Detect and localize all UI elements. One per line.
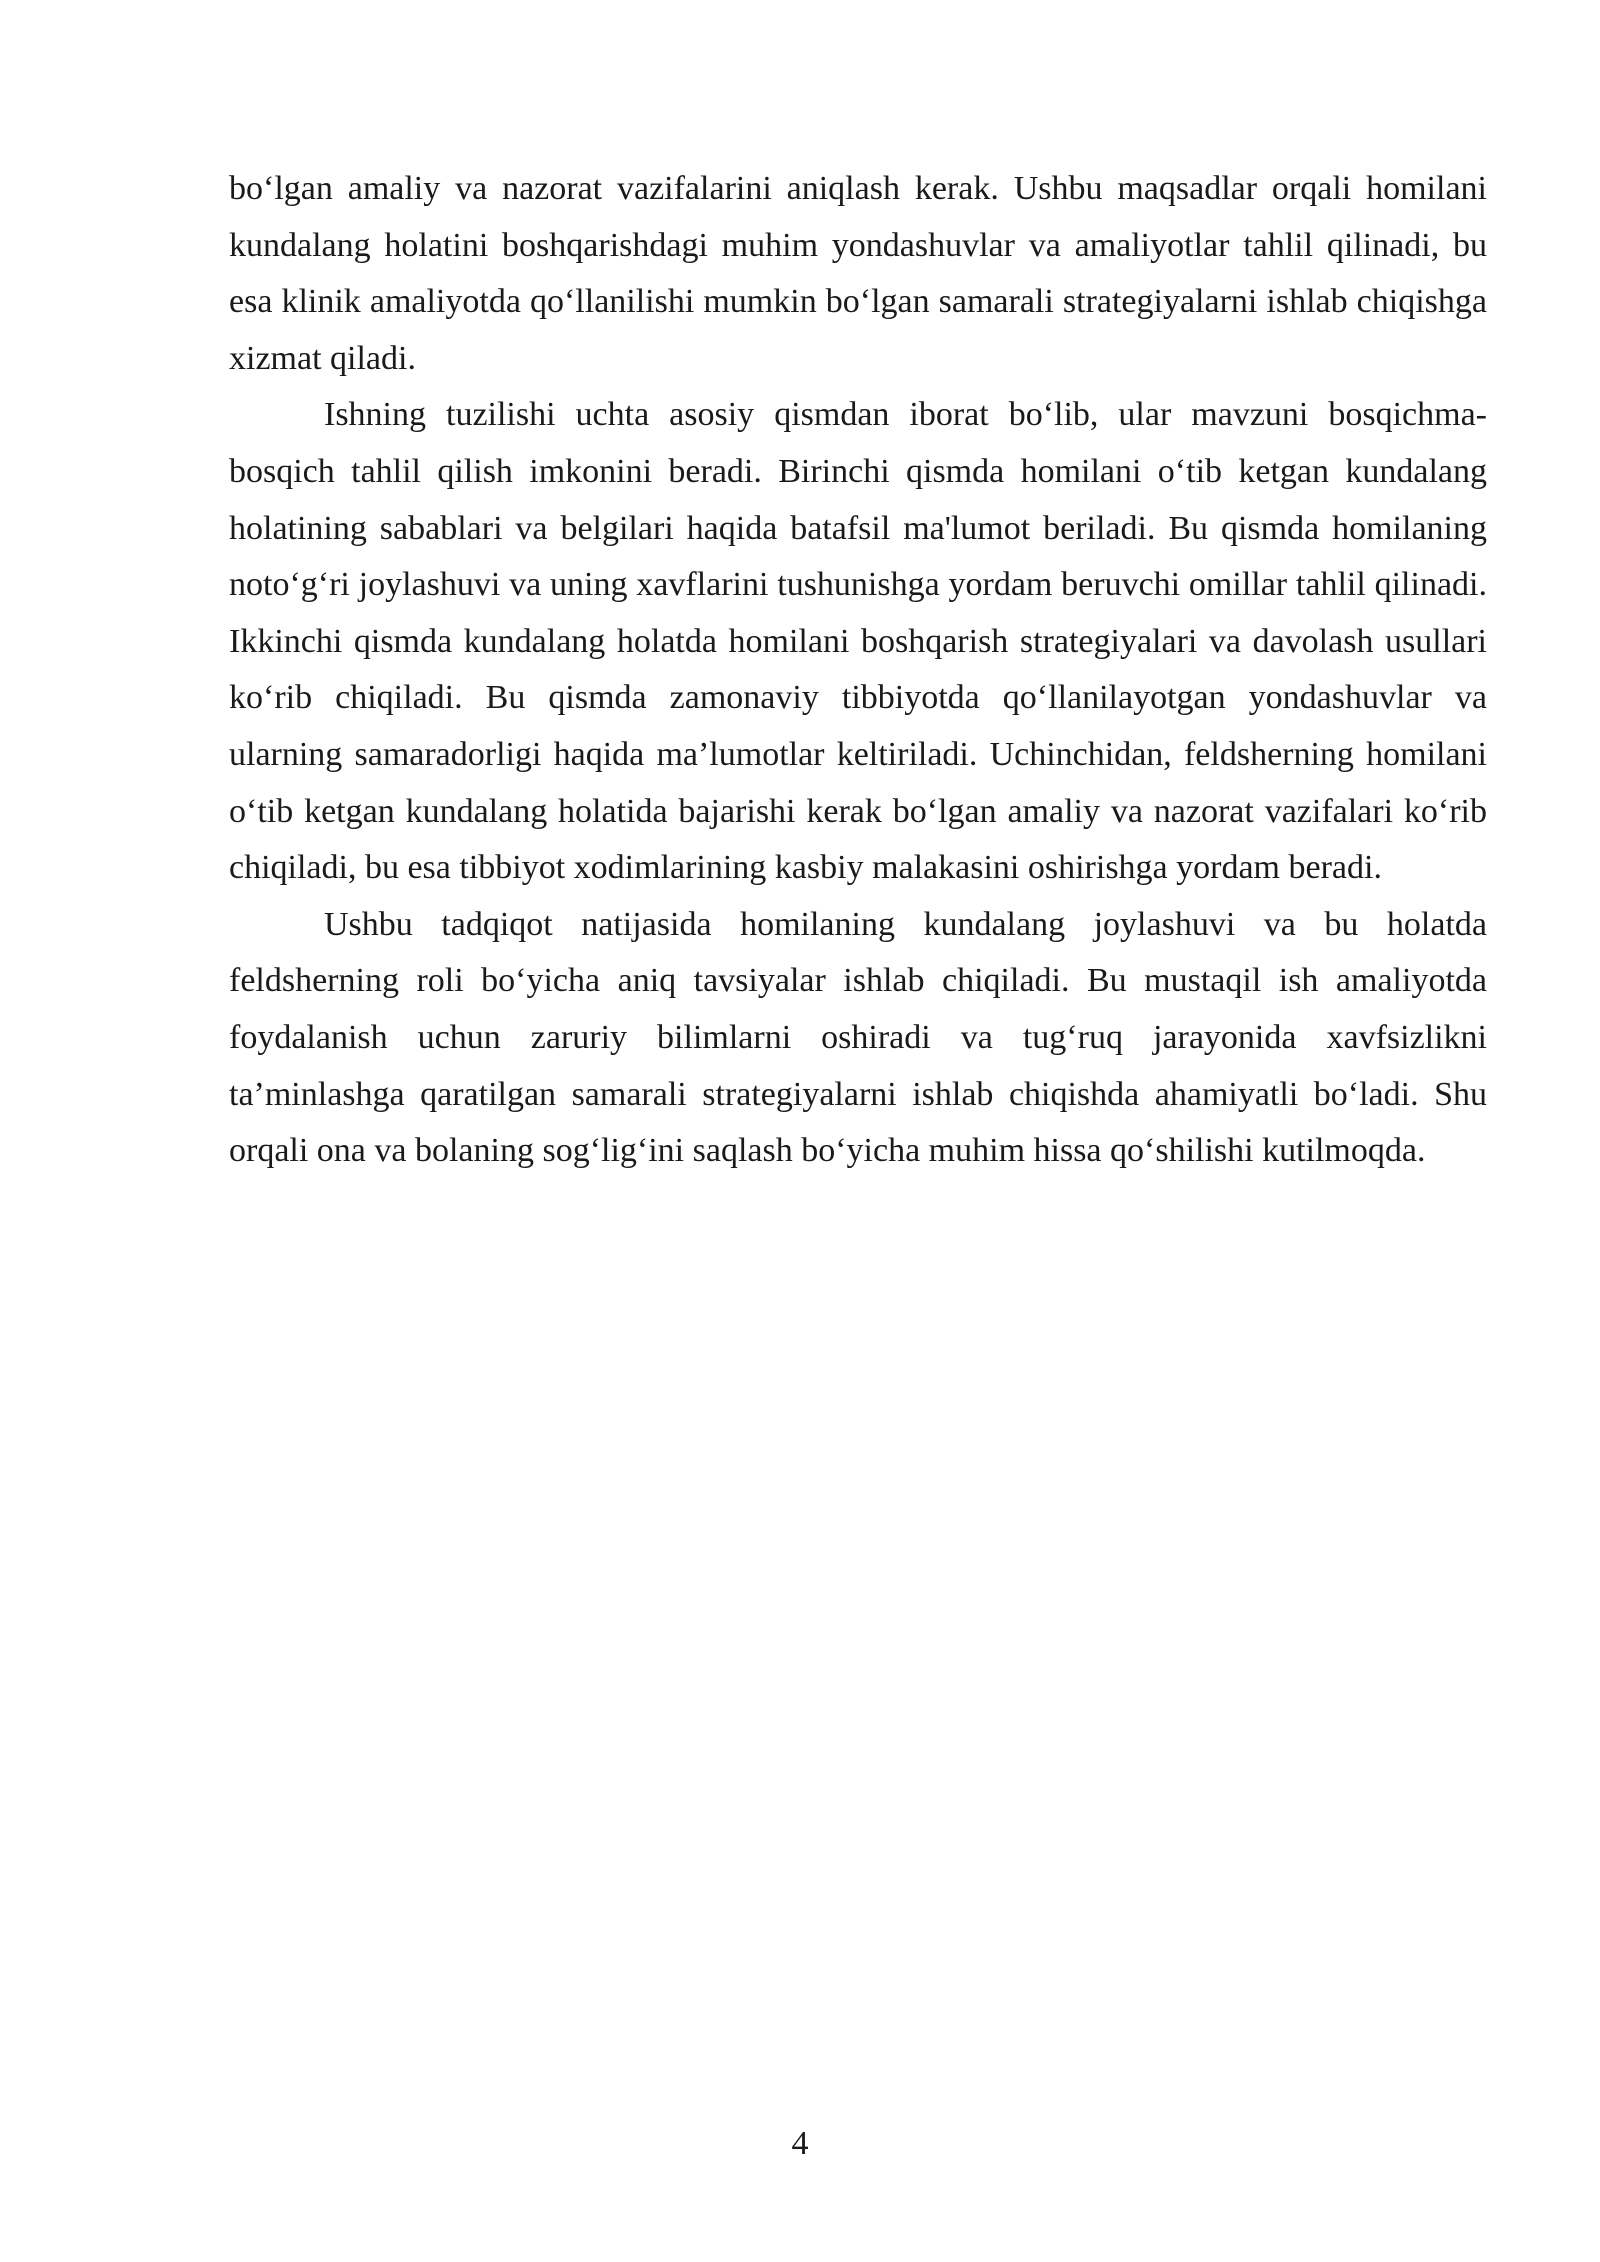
paragraph-conclusion: Ushbu tadqiqot natijasida homilaning kundalang joylashuvi va bu holatda feldsherning roli bo‘yicha aniq tavsiyalar ishlab chiqiladi. Bu mustaqil ish amaliyotda foydalanish uchun zaruriy bilimlarni oshiradi va tug‘ruq jarayonida xavfsizlikni ta’minlashga qaratilgan samarali strategiyalarni ishlab chiqishda ahamiyatli bo‘ladi. Shu orqali ona va bolaning sog‘lig‘ini saqlash bo‘yicha muhim hissa qo‘shilishi kutilmoqda. bbox=[229, 905, 1487, 1170]
page-number: 4 bbox=[791, 2125, 809, 2162]
paragraph-structure: Ishning tuzilishi uchta asosiy qismdan iborat bo‘lib, ular mavzuni bosqichma-bosqich tahlil qilish imkonini beradi. Birinchi qismda homilani o‘tib ketgan kundalang holatining sabablari va belgilari haqida batafsil ma'lumot beriladi. Bu qismda homilaning noto‘g‘ri joylashuvi va uning xavflarini tushunishga yordam beruvchi omillar tahlil qilinadi. Ikkinchi qismda kundalang holatda homilani boshqarish strategiyalari va davolash usullari ko‘rib chiqiladi. Bu qismda zamonaviy tibbiyotda qo‘llanilayotgan yondashuvlar va ularning samaradorligi haqida ma’lumotlar keltiriladi. Uchinchidan, feldsherning homilani o‘tib ketgan kundalang holatida bajarishi kerak bo‘lgan amaliy va nazorat vazifalari ko‘rib chiqiladi, bu esa tibbiyot xodimlarining kasbiy malakasini oshirishga yordam beradi. bbox=[229, 396, 1487, 887]
paragraph-continuation: bo‘lgan amaliy va nazorat vazifalarini aniqlash kerak. Ushbu maqsadlar orqali homilani kundalang holatini boshqarishdagi muhim yondashuvlar va amaliyotlar tahlil qilinadi, bu esa klinik amaliyotda qo‘llanilishi mumkin bo‘lgan samarali strategiyalarni ishlab chiqishga xizmat qiladi. bbox=[229, 170, 1487, 377]
body-text bbox=[229, 161, 1487, 1180]
